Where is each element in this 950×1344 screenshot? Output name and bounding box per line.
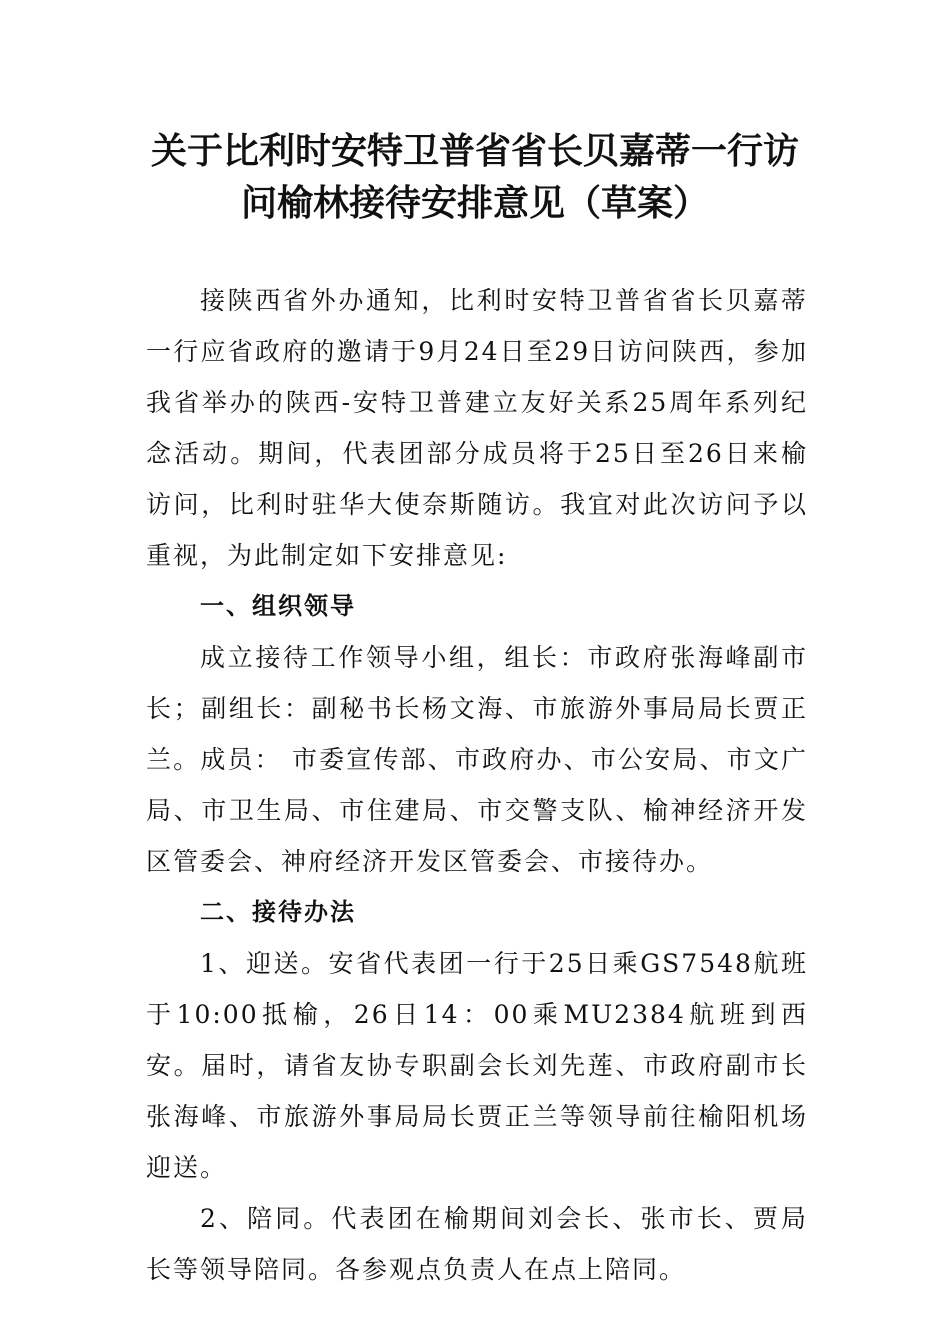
section-heading-organization: 一、组织领导 <box>200 592 356 620</box>
document-title-line-2: 问榆林接待安排意见（草案） <box>240 183 709 224</box>
section-heading-reception: 二、接待办法 <box>200 898 356 926</box>
organization-paragraph: 成立接待工作领导小组，组长：市政府张海峰副市长；副组长：副秘书长杨文海、市旅游外事局局长贾正兰。成员： 市委宣传部、市政府办、市公安局、市文广局、市卫生局、市住建局、市交警支队、榆神经济开发区管委会、神府经济开发区管委会、市接待办。 <box>146 643 808 876</box>
intro-paragraph: 接陕西省外办通知，比利时安特卫普省省长贝嘉蒂一行应省政府的邀请于9月24日至29日访问陕西，参加我省举办的陕西-安特卫普建立友好关系25周年系列纪念活动。期间，代表团部分成员将于25日至26日来榆访问，比利时驻华大使奈斯随访。我宜对此次访问予以重视，为此制定如下安排意见: <box>146 286 808 570</box>
reception-item-1: 1、迎送。安省代表团一行于25日乘GS7548航班于10:00抵榆，26日14：00乘MU2384航班到西安。届时，请省友协专职副会长刘先莲、市政府副市长张海峰、市旅游外事局局长贾正兰等领导前往榆阳机场迎送。 <box>146 949 808 1182</box>
document-body <box>146 275 808 1295</box>
document-title-line-1: 关于比利时安特卫普省省长贝嘉蒂一行访 <box>150 131 799 172</box>
reception-item-2: 2、陪同。代表团在榆期间刘会长、张市长、贾局长等领导陪同。各参观点负责人在点上陪同。 <box>146 1204 808 1284</box>
